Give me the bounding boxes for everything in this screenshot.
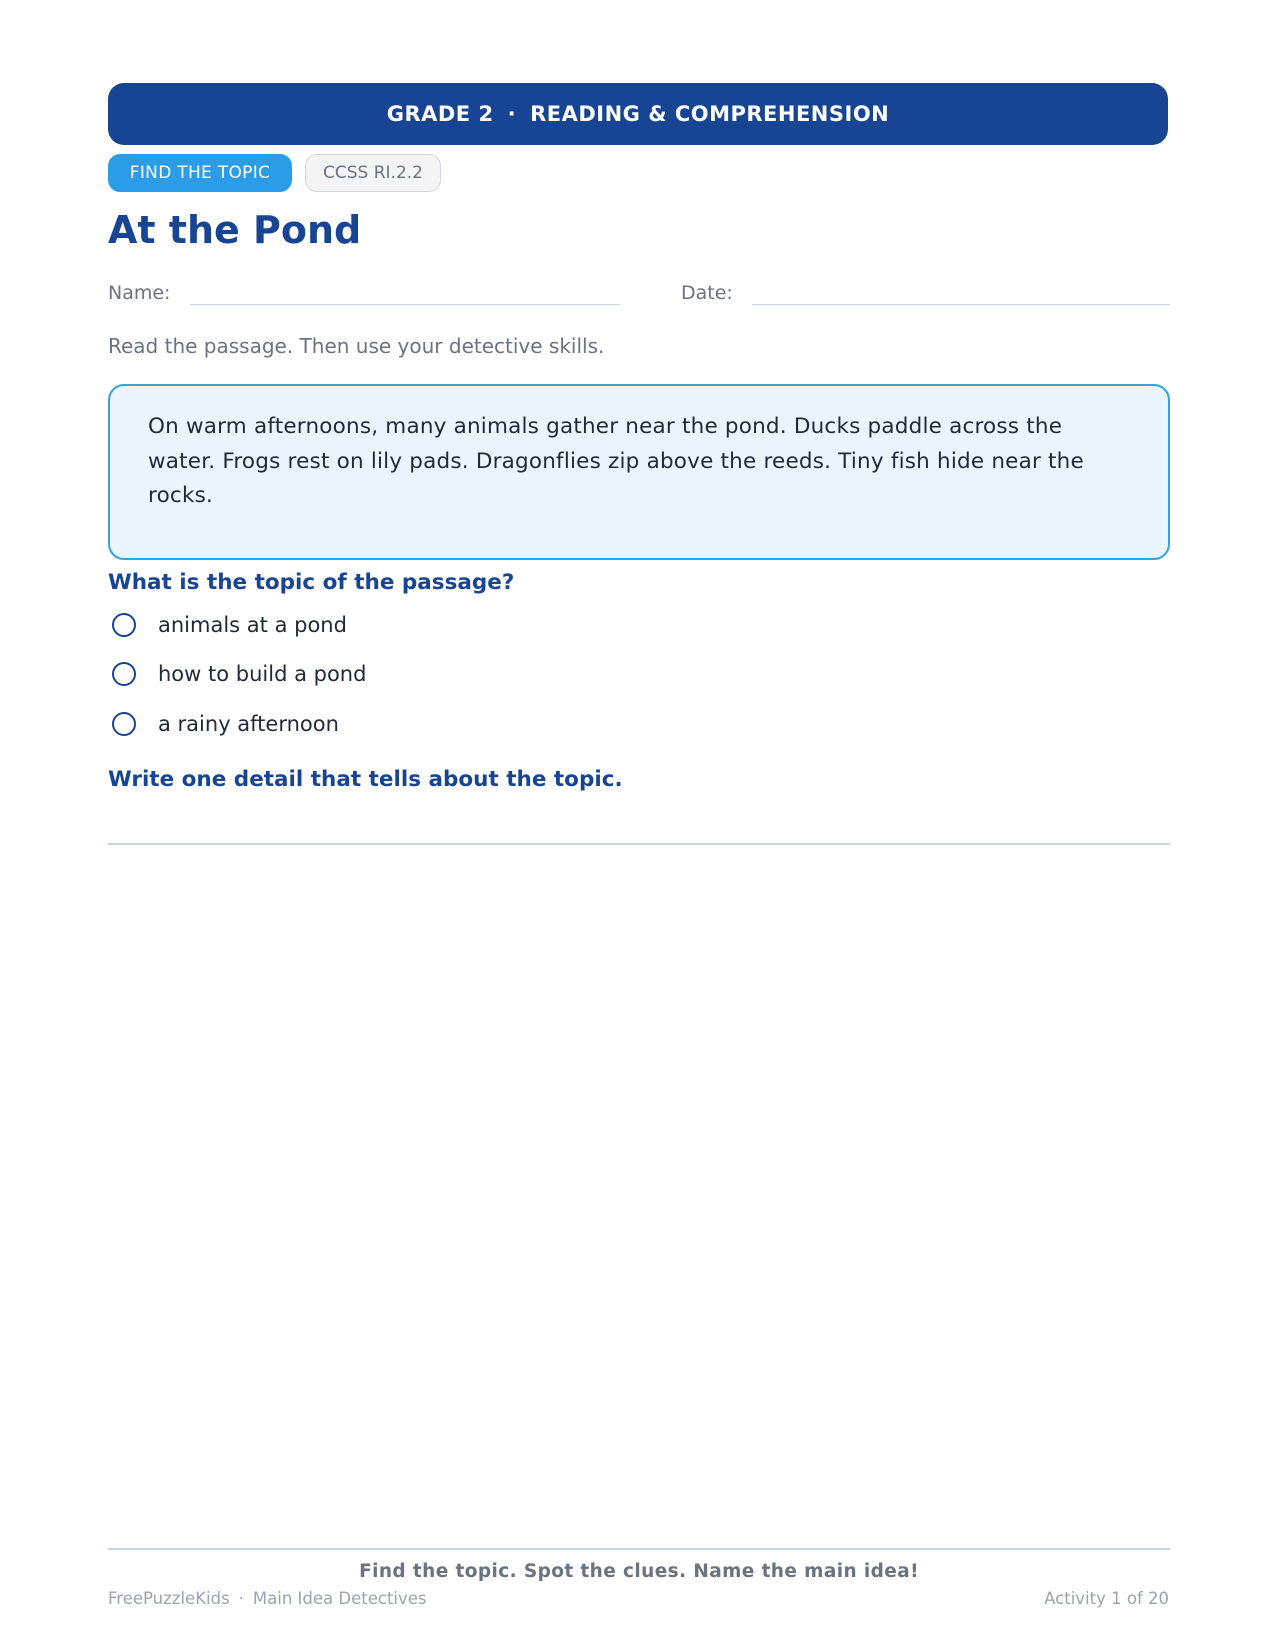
series-name: Main Idea Detectives [252,1589,427,1608]
grade-label: GRADE 2 [386,102,494,126]
date-label: Date: [681,282,733,304]
option-2[interactable] [112,659,366,689]
banner-separator: · [507,102,517,126]
date-line[interactable] [752,304,1170,305]
passage-text: On warm afternoons, many animals gather near the pond. Ducks paddle across the water. Frogs rest on lily pads. Dragonflies zip above the reeds. Tiny fish hide near the rocks. [148,414,1084,508]
footer-divider [108,1548,1170,1550]
header-banner [108,83,1168,145]
passage-box [108,384,1170,560]
radio-circle-icon[interactable] [112,662,136,686]
brand-name: FreePuzzleKids [108,1589,230,1608]
option-label: animals at a pond [158,613,347,637]
activity-counter: Activity 1 of 20 [1044,1589,1169,1608]
answer-line[interactable] [108,843,1170,845]
worksheet-title: At the Pond [108,208,362,252]
option-1[interactable] [112,610,347,640]
option-label: how to build a pond [158,662,367,686]
option-3[interactable] [112,709,339,739]
detail-question: Write one detail that tells about the topic. [108,767,623,792]
name-label: Name: [108,282,171,304]
instructions: Read the passage. Then use your detective skills. [108,334,605,358]
footer-tagline: Find the topic. Spot the clues. Name the main idea! [359,1561,919,1582]
standard-tag: CCSS RI.2.2 [305,154,441,192]
footer-credit [108,1589,427,1608]
name-line[interactable] [190,304,620,305]
footer-separator: · [238,1589,244,1608]
radio-circle-icon[interactable] [112,613,136,637]
radio-circle-icon[interactable] [112,712,136,736]
topic-question: What is the topic of the passage? [108,570,515,595]
option-label: a rainy afternoon [158,712,339,736]
skill-tag: FIND THE TOPIC [108,154,292,192]
subject-label: READING & COMPREHENSION [530,102,890,126]
